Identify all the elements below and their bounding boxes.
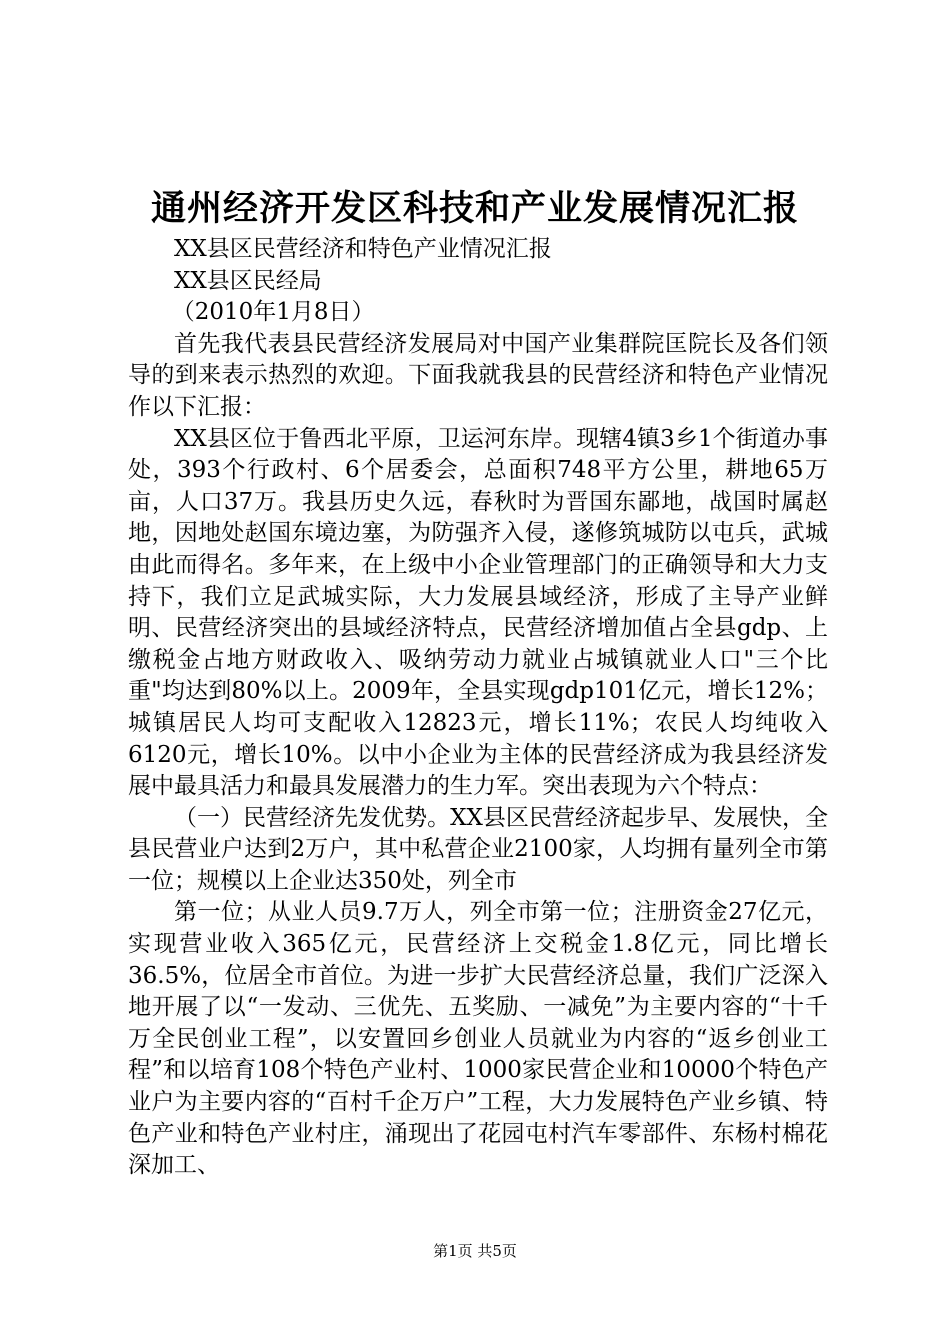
paragraph-intro: 首先我代表县民营经济发展局对中国产业集群院匡院长及各们领导的到来表示热烈的欢迎。下面我就我县的民营经济和特色产业情况作以下汇报： (128, 330, 828, 420)
paragraph-overview: XX县区位于鲁西北平原，卫运河东岸。现辖4镇3乡1个街道办事处，393个行政村、6个居委会，总面积748平方公里，耕地65万亩，人口37万。我县历史久远，春秋时为晋国东鄙地，战国时属赵地，因地处赵国东境边塞，为防强齐入侵，遂修筑城防以屯兵，武城由此而得名。多年来，在上级中小企业管理部门的正确领导和大力支持下，我们立足武城实际，大力发展县域经济，形成了主导产业鲜明、民营经济突出的县域经济特点，民营经济增加值占全县gdp、上缴税金占地方财政收入、吸纳劳动力就业占城镇就业人口"三个比重"均达到80%以上。2009年，全县实现gdp101亿元，增长12%；城镇居民人均可支配收入12823元，增长11%；农民人均纯收入6120元，增长10%。以中小企业为主体的民营经济成为我县经济发展中最具活力和最具发展潜力的生力军。突出表现为六个特点： (128, 425, 828, 800)
document-date: （2010年1月8日） (171, 299, 375, 326)
document-author: XX县区民经局 (174, 267, 322, 294)
paragraph-feature-one-continued: 第一位；从业人员9.7万人，列全市第一位；注册资金27亿元，实现营业收入365亿元，民营经济上交税金1.8亿元，同比增长36.5%，位居全市首位。为进一步扩大民营经济总量，我们广泛深入地开展了以“一发动、三优先、五奖励、一减免”为主要内容的“十千万全民创业工程”，以安置回乡创业人员就业为内容的“返乡创业工程”和以培育108个特色产业村、1000家民营企业和10000个特色产业户为主要内容的“百村千企万户”工程，大力发展特色产业乡镇、特色产业和特色产业村庄，涌现出了花园屯村汽车零部件、东杨村棉花深加工、 (128, 899, 828, 1179)
paragraph-feature-one: （一）民营经济先发优势。XX县区民营经济起步早、发展快，全县民营业户达到2万户，其中私营企业2100家，人均拥有量列全市第一位；规模以上企业达350处，列全市 (128, 804, 828, 894)
document-body (128, 234, 828, 1182)
document-title: 通州经济开发区科技和产业发展情况汇报 (150, 188, 799, 229)
document-subtitle: XX县区民营经济和特色产业情况汇报 (174, 236, 552, 262)
page-number-footer: 第1页 共5页 (433, 1242, 517, 1260)
